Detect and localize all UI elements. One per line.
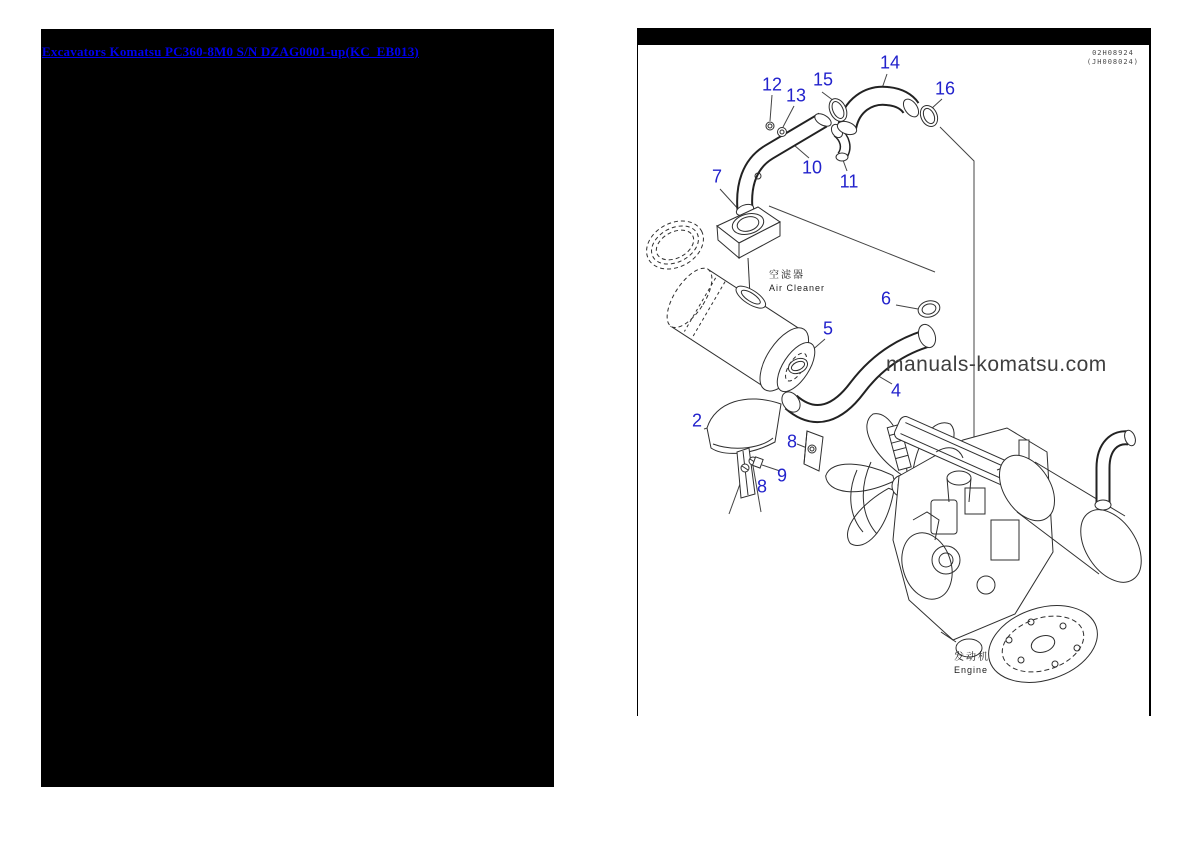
left-black-panel bbox=[41, 29, 554, 787]
callout-6: 6 bbox=[880, 288, 892, 309]
watermark: manuals-komatsu.com bbox=[886, 353, 1107, 376]
diagram-panel bbox=[637, 28, 1151, 716]
model-link[interactable]: Excavators Komatsu PC360-8M0 S/N DZAG0001-up(KC_EB013) bbox=[42, 44, 419, 59]
callout-8: 8 bbox=[756, 476, 768, 497]
callout-5: 5 bbox=[822, 318, 834, 339]
air-cleaner-label-en: Air Cleaner bbox=[769, 283, 826, 293]
callout-11: 11 bbox=[839, 171, 859, 192]
figure-code-line2: (JH008024) bbox=[1086, 58, 1139, 66]
callout-15: 15 bbox=[812, 69, 834, 90]
engine-label-en: Engine bbox=[954, 665, 989, 675]
callout-16: 16 bbox=[934, 78, 956, 99]
callout-10: 10 bbox=[801, 157, 823, 178]
figure-code-line1: 02H08924 bbox=[1092, 49, 1134, 57]
callout-13: 13 bbox=[785, 85, 807, 106]
callout-2: 2 bbox=[691, 410, 703, 431]
callout-9: 9 bbox=[776, 465, 788, 486]
air-cleaner-label-cn: 空滤器 bbox=[769, 270, 805, 281]
callout-7: 7 bbox=[711, 166, 723, 187]
engine-label-cn: 发动机 bbox=[954, 652, 990, 663]
callout-14: 14 bbox=[879, 52, 901, 73]
callout-12: 12 bbox=[761, 74, 783, 95]
callout-8: 8 bbox=[786, 431, 798, 452]
callout-4: 4 bbox=[890, 380, 902, 401]
callout-layer bbox=[638, 28, 1150, 716]
